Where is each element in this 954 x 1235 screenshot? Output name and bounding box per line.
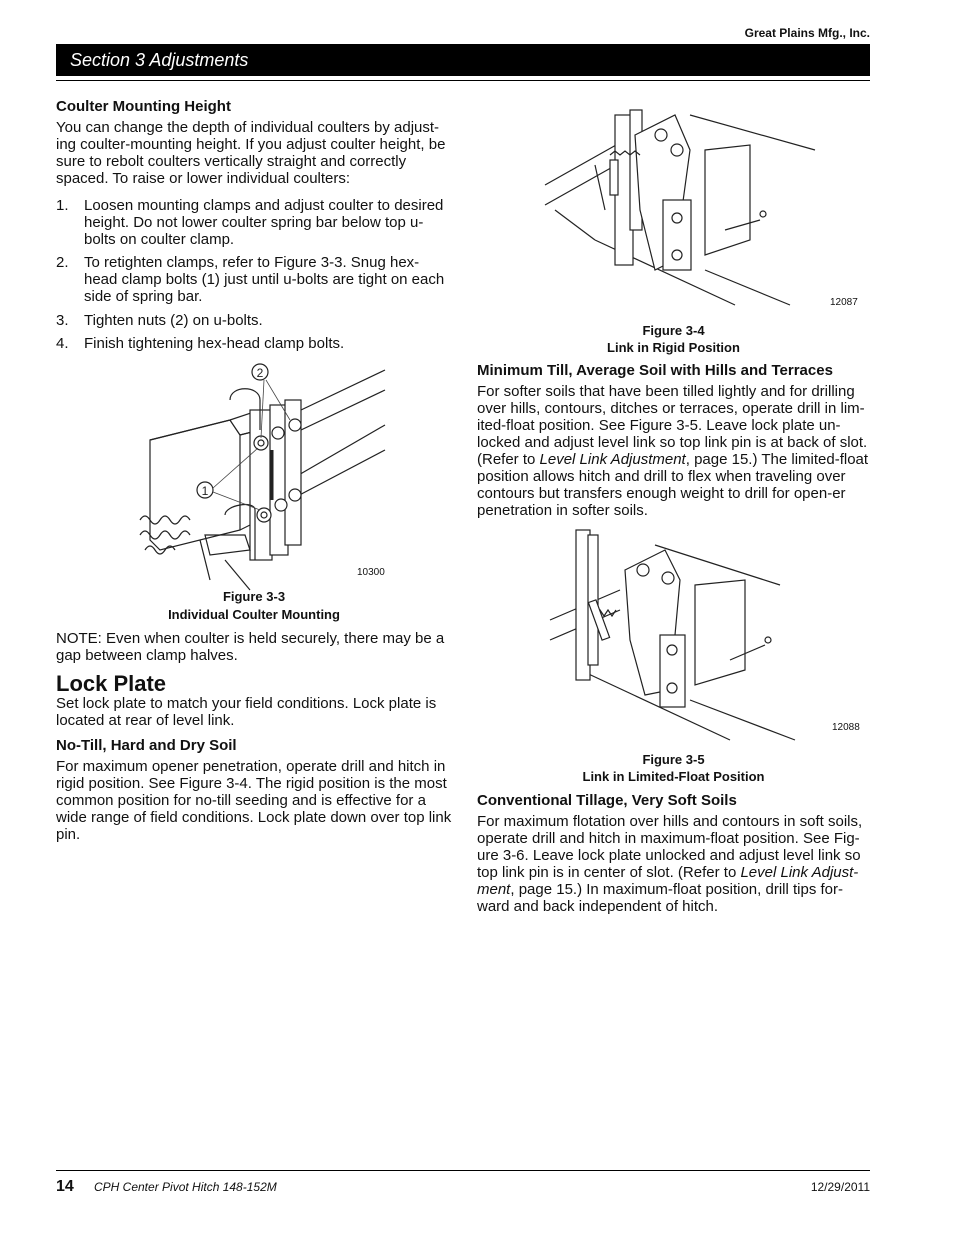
lock-plate-text: Set lock plate to match your field conditions. Lock plate is located at rear of level link. <box>56 695 437 729</box>
frame-box <box>705 145 766 255</box>
notill-text: For maximum opener penetration, operate drill and hitch in rigid position. See Figure 3-4. The rigid position is the most common position for no-till seeding and is effective for a wide range of field conditions. Lock plate down over top link pin. <box>56 758 452 843</box>
link-limited-float-illustration <box>540 530 840 745</box>
step-4 <box>56 335 452 353</box>
figure-3-5-id: 12088 <box>832 722 860 733</box>
notill-heading: No-Till, Hard and Dry Soil <box>56 737 237 754</box>
figure-3-3-title: Individual Coulter Mounting <box>168 607 340 622</box>
step-number: 4. <box>56 335 69 352</box>
step-text: Finish tightening hex-head clamp bolts. <box>84 335 345 352</box>
mintill-text-a: For softer soils that have been tilled lightly and for drilling over hills, contours, ditches or terraces, operate drill in lim-ited-float position. See Figure 3-5. Leave lock plate un-locked and adjust level link so top link pin is at back of slot. (Refer to <box>477 383 868 468</box>
step-number: 3. <box>56 312 69 329</box>
note-text: NOTE: Even when coulter is held securely, there may be a gap between clamp halves. <box>56 630 445 664</box>
lock-plate-heading: Lock Plate <box>56 671 167 696</box>
section-title-bar: Section 3 Adjustments <box>56 44 870 76</box>
document-date: 12/29/2011 <box>810 1180 870 1194</box>
company-name: Great Plains Mfg., Inc. <box>744 26 870 40</box>
link-rigid-illustration <box>535 110 835 315</box>
step-number: 1. <box>56 197 69 214</box>
figure-3-3-id: 10300 <box>357 567 385 578</box>
figure-3-3-label: Figure 3-3 <box>222 589 286 604</box>
figure-3-4-label: Figure 3-4 <box>642 323 705 338</box>
conv-heading: Conventional Tillage, Very Soft Soils <box>477 792 737 809</box>
figure-3-4-id: 12087 <box>830 297 858 308</box>
step-text: Loosen mounting clamps and adjust coulter to desired height. Do not lower coulter spring bar below top u-bolts on coulter clamp. <box>84 197 444 248</box>
figure-3-4-title: Link in Rigid Position <box>607 340 740 355</box>
mintill-text <box>477 383 870 519</box>
step-3 <box>56 312 452 330</box>
step-number: 2. <box>56 254 69 271</box>
mintill-text-b: , page 15.) The limited-float position allows hitch and drill to flex when traveling over contours but transfers enough weight to drill for open-er penetration in softer soils. <box>477 451 869 519</box>
document-title: CPH Center Pivot Hitch 148-152M <box>94 1180 277 1194</box>
frame-box <box>695 580 771 685</box>
mintill-heading: Minimum Till, Average Soil with Hills and Terraces <box>477 362 833 379</box>
page-number: 14 <box>56 1178 74 1195</box>
conv-text-a: For maximum flotation over hills and contours in soft soils, operate drill and hitch in maximum-float position. See Fig-ure 3-6. Leave lock plate unlocked and adjust level link so top link pin is in center of slot. (Refer to <box>477 813 863 881</box>
section-rule <box>56 80 870 81</box>
mount-plate <box>660 635 685 707</box>
coulter-intro: You can change the depth of individual coulters by adjust-ing coulter-mounting height. If you adjust coulter height, be sure to rebolt coulters vertically straight and correctly spaced. To raise or lower individual coulters: <box>56 119 446 187</box>
callout-2-label: 2 <box>256 366 264 380</box>
footer-rule <box>56 1170 870 1171</box>
step-text: To retighten clamps, refer to Figure 3-3. Snug hex-head clamp bolts (1) just until u-bolts are tight on each side of spring bar. <box>84 254 445 305</box>
step-1 <box>56 197 452 249</box>
coulter-heading: Coulter Mounting Height <box>56 98 231 115</box>
mintill-reference: Level Link Adjustment <box>539 451 686 468</box>
step-text: Tighten nuts (2) on u-bolts. <box>84 312 263 329</box>
figure-3-5-title: Link in Limited-Float Position <box>582 769 765 784</box>
conv-text <box>477 813 870 915</box>
coulter-mounting-illustration <box>130 360 390 590</box>
figure-3-5-label: Figure 3-5 <box>642 752 705 767</box>
conv-reference: Level Link Adjust-ment <box>477 864 859 898</box>
mount-plate <box>663 200 691 270</box>
step-2 <box>56 254 452 306</box>
conv-text-b: , page 15.) In maximum-float position, drill tips for-ward and back independent of hitch. <box>477 881 843 915</box>
coulter-clamp <box>150 410 260 550</box>
callout-1-label: 1 <box>201 484 209 498</box>
